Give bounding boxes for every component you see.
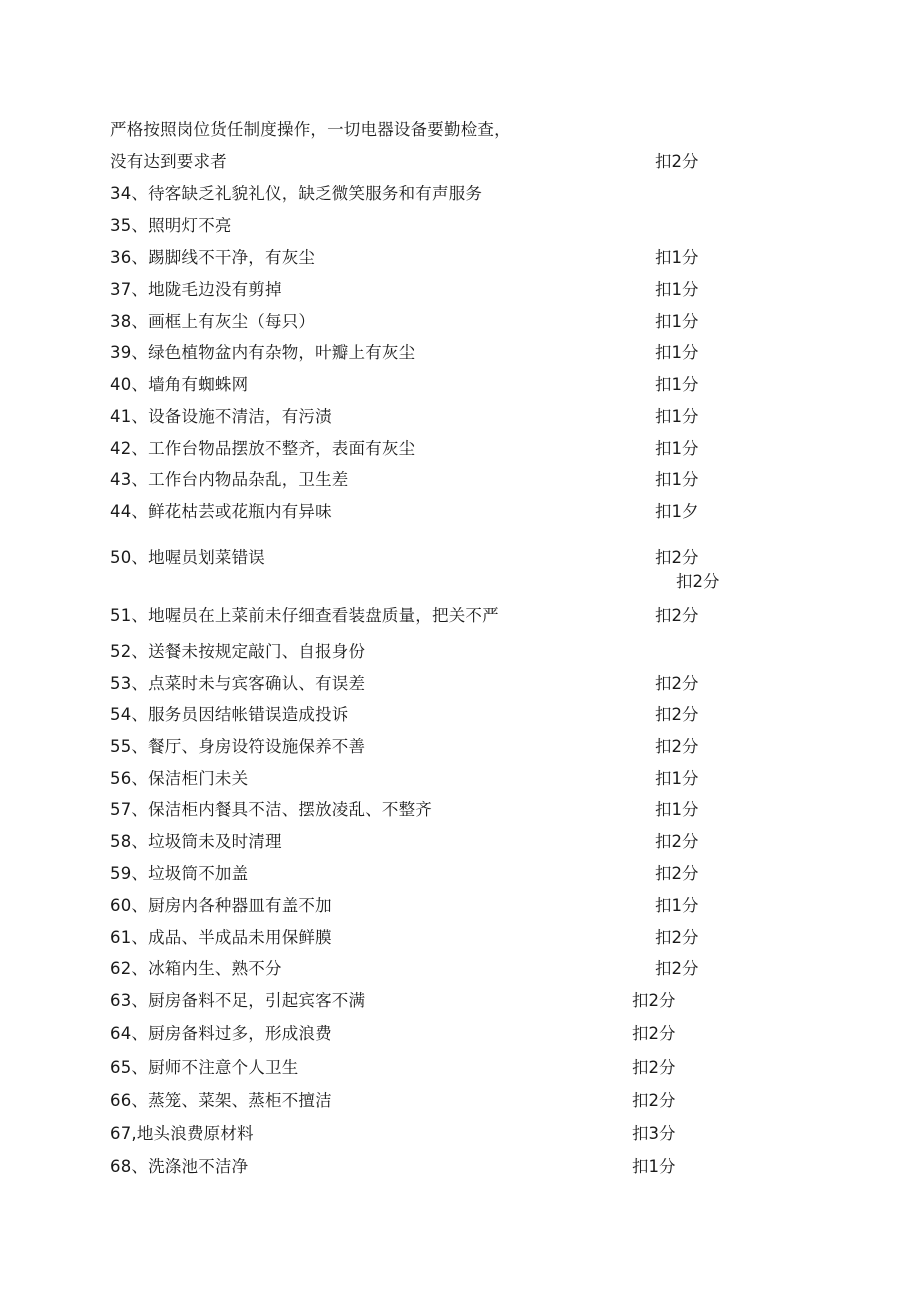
list-item: 57、保洁柜内餐具不洁、摆放凌乱、不整齐 <box>110 800 432 819</box>
list-item-penalty: 扣1夕 <box>655 502 699 521</box>
list-item: 59、垃圾筒不加盖 <box>110 864 249 883</box>
list-item: 39、绿色植物盆内有杂物，叶瓣上有灰尘 <box>110 343 416 362</box>
list-item: 50、地喔员划菜错误 <box>110 548 265 567</box>
list-item: 54、服务员因结帐错误造成投诉 <box>110 705 349 724</box>
list-item-penalty: 扣1分 <box>632 1157 676 1176</box>
list-item: 58、垃圾筒未及时清理 <box>110 832 282 851</box>
list-item: 68、洗涤池不洁净 <box>110 1157 249 1176</box>
list-item: 41、设备设施不清洁，有污渍 <box>110 407 332 426</box>
intro-line-2: 没有达到要求者 <box>110 152 227 171</box>
list-item: 62、冰箱内生、熟不分 <box>110 959 282 978</box>
list-item: 38、画框上有灰尘（每只） <box>110 312 316 331</box>
list-item-penalty: 扣1分 <box>655 769 699 788</box>
list-item-penalty: 扣1分 <box>655 375 699 394</box>
list-item: 53、点菜时未与宾客确认、有误差 <box>110 674 366 693</box>
list-item-penalty: 扣1分 <box>655 280 699 299</box>
list-item: 61、成品、半成品未用保鲜膜 <box>110 928 332 947</box>
list-item: 60、厨房内各种器皿有盖不加 <box>110 896 332 915</box>
list-item-penalty: 扣2分 <box>655 959 699 978</box>
list-item: 55、餐厅、身房设符设施保养不善 <box>110 737 366 756</box>
list-item-penalty: 扣2分 <box>632 1091 676 1110</box>
list-item: 65、厨师不注意个人卫生 <box>110 1058 299 1077</box>
list-item-penalty: 扣2分 <box>632 1024 676 1043</box>
list-item-penalty: 扣1分 <box>655 343 699 362</box>
list-item-penalty: 扣2分 <box>655 606 699 625</box>
list-item: 35、照明灯不亮 <box>110 216 232 235</box>
list-item-penalty: 扣2分 <box>655 864 699 883</box>
list-item-penalty: 扣2分 <box>632 991 676 1010</box>
list-item-penalty: 扣2分 <box>655 737 699 756</box>
list-item: 43、工作台内物品杂乱，卫生差 <box>110 470 349 489</box>
list-item: 52、送餐未按规定敲门、自报身份 <box>110 642 366 661</box>
list-item-penalty: 扣1分 <box>655 896 699 915</box>
list-item-penalty: 扣2分 <box>655 548 699 567</box>
list-item-penalty: 扣2分 <box>655 928 699 947</box>
intro-line-1: 严格按照岗位货任制度操作，一切电器设备要勤检查， <box>110 120 511 139</box>
list-item-penalty: 扣1分 <box>655 470 699 489</box>
list-item-penalty: 扣1分 <box>655 800 699 819</box>
list-item: 37、地陇毛边没有剪掉 <box>110 280 282 299</box>
list-item: 51、地喔员在上菜前未仔细查看装盘质量，把关不严 <box>110 606 499 625</box>
list-item: 36、踢脚线不干净，有灰尘 <box>110 248 316 267</box>
list-item: 63、厨房备料不足，引起宾客不满 <box>110 991 366 1010</box>
list-item-penalty: 扣2分 <box>655 832 699 851</box>
list-item: 34、待客缺乏礼貌礼仪，缺乏微笑服务和有声服务 <box>110 184 483 203</box>
list-item: 56、保洁柜门未关 <box>110 769 249 788</box>
list-item: 40、墙角有蜘蛛网 <box>110 375 249 394</box>
list-item: 66、蒸笼、菜架、蒸柜不擅洁 <box>110 1091 332 1110</box>
list-item: 42、工作台物品摆放不整齐，表面有灰尘 <box>110 439 416 458</box>
floating-penalty: 扣2分 <box>676 572 720 591</box>
list-item: 64、厨房备料过多，形成浪费 <box>110 1024 332 1043</box>
list-item-penalty: 扣2分 <box>655 674 699 693</box>
list-item-penalty: 扣2分 <box>632 1058 676 1077</box>
list-item: 67,地头浪费原材料 <box>110 1124 254 1143</box>
list-item: 44、鲜花枯芸或花瓶内有异味 <box>110 502 332 521</box>
list-item-penalty: 扣1分 <box>655 439 699 458</box>
list-item-penalty: 扣1分 <box>655 312 699 331</box>
list-item-penalty: 扣1分 <box>655 248 699 267</box>
intro-penalty: 扣2分 <box>655 152 699 171</box>
list-item-penalty: 扣1分 <box>655 407 699 426</box>
list-item-penalty: 扣3分 <box>632 1124 676 1143</box>
list-item-penalty: 扣2分 <box>655 705 699 724</box>
